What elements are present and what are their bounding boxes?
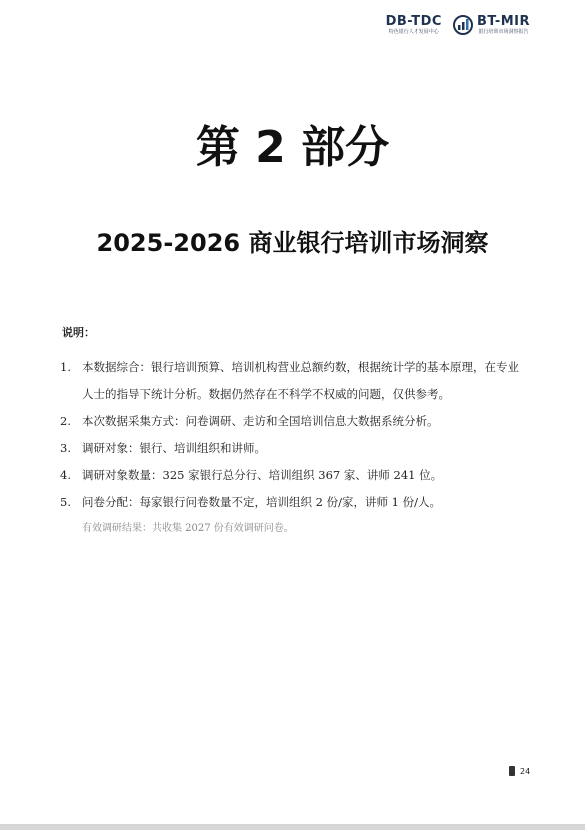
page-number: 24 bbox=[520, 766, 531, 776]
logo-sub-text: 银行培训市场洞察报告 bbox=[478, 29, 529, 35]
header bbox=[386, 8, 530, 42]
part-title: 第 2 部分 bbox=[195, 122, 390, 173]
note-text: 调研对象数量：325 家银行总分行、培训组织 367 家、讲师 241 位。 bbox=[82, 468, 443, 482]
logo-main-text: BT-MIR bbox=[476, 14, 530, 29]
note-text: 问卷分配：每家银行问卷数量不定，培训组织 2 份/家，讲师 1 份/人。 bbox=[82, 495, 442, 509]
globe-chart-icon bbox=[452, 14, 474, 36]
note-text: 调研对象：银行、培训组织和讲师。 bbox=[82, 441, 266, 455]
note-item bbox=[60, 354, 530, 408]
page-footer bbox=[509, 766, 530, 776]
note-item bbox=[60, 489, 530, 516]
note-text: 本次数据采集方式：问卷调研、走访和全国培训信息大数据系统分析。 bbox=[82, 414, 439, 428]
note-item bbox=[60, 435, 530, 462]
note-number: 5. bbox=[60, 495, 71, 509]
page-marker-icon bbox=[509, 766, 515, 776]
bt-mir-logo bbox=[452, 14, 530, 36]
note-item bbox=[60, 408, 530, 435]
note-text: 本数据综合：银行培训预算、培训机构营业总额约数，根据统计学的基本原理，在专业人士的指导下统计分析。数据仍然存在不科学不权威的问题，仅供参考。 bbox=[82, 360, 519, 401]
bottom-border bbox=[0, 824, 585, 830]
notes-list bbox=[60, 354, 530, 540]
logo-sub-text: 特色银行人才发展中心 bbox=[388, 29, 439, 35]
survey-result-note: 有效调研结果：共收集 2027 份有效调研问卷。 bbox=[82, 523, 294, 534]
db-tdc-logo bbox=[386, 14, 442, 36]
note-number: 4. bbox=[60, 468, 71, 482]
note-item bbox=[60, 462, 530, 489]
logo-main-text: DB-TDC bbox=[385, 14, 442, 29]
note-number: 2. bbox=[60, 414, 71, 428]
report-subtitle: 2025-2026 商业银行培训市场洞察 bbox=[96, 229, 489, 257]
note-number: 3. bbox=[60, 441, 71, 455]
note-number: 1. bbox=[60, 360, 71, 374]
notes-heading: 说明： bbox=[62, 326, 95, 339]
